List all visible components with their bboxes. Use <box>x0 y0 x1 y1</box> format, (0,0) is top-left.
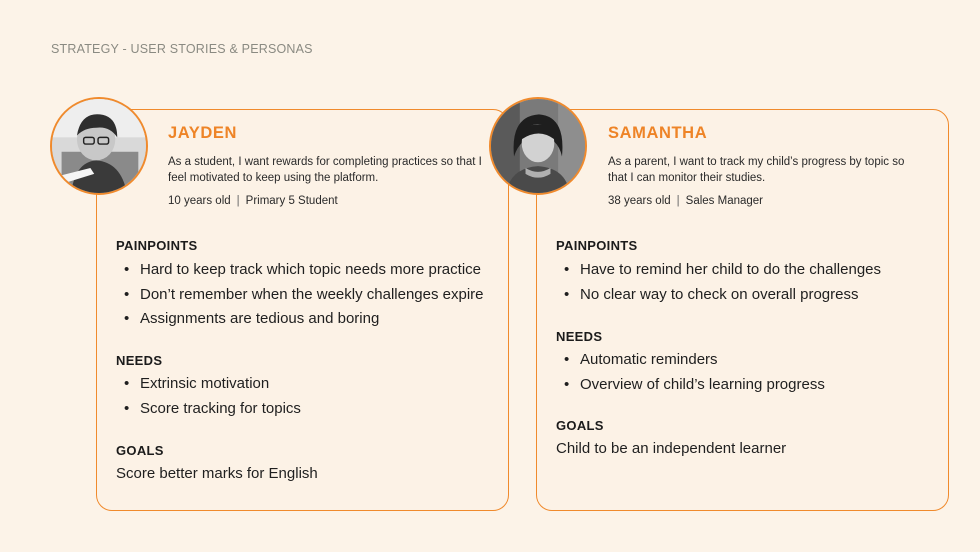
list-item: • Score tracking for topics <box>116 397 301 422</box>
avatar-samantha <box>489 97 587 195</box>
needs-heading: NEEDS <box>556 329 603 344</box>
page-title: STRATEGY - USER STORIES & PERSONAS <box>51 42 313 56</box>
list-item: • Don’t remember when the weekly challenges expire <box>116 283 484 308</box>
persona-age: 10 years old <box>168 195 231 207</box>
avatar-jayden <box>50 97 148 195</box>
persona-role: Primary 5 Student <box>245 195 338 207</box>
goals-heading: GOALS <box>116 443 164 458</box>
needs-heading: NEEDS <box>116 353 163 368</box>
goals-heading: GOALS <box>556 418 604 433</box>
list-item: • Have to remind her child to do the challenges <box>556 258 881 283</box>
user-story: As a parent, I want to track my child’s progress by topic so that I can monitor their studies. <box>608 156 905 184</box>
separator: | <box>236 195 240 207</box>
list-item: • Overview of child’s learning progress <box>556 373 825 398</box>
persona-photo-icon <box>491 99 585 193</box>
needs-list <box>556 348 825 397</box>
user-story: As a student, I want rewards for completing practices so that I feel motivated to keep using the platform. <box>168 156 482 184</box>
painpoints-heading: PAINPOINTS <box>116 238 198 253</box>
list-item: • Automatic reminders <box>556 348 825 373</box>
separator: | <box>676 195 680 207</box>
list-item: • No clear way to check on overall progress <box>556 283 881 308</box>
goals-text: Child to be an independent learner <box>556 440 787 457</box>
persona-meta <box>168 195 338 207</box>
list-item: • Hard to keep track which topic needs more practice <box>116 258 484 283</box>
list-item: • Extrinsic motivation <box>116 372 301 397</box>
persona-meta <box>608 195 763 207</box>
persona-role: Sales Manager <box>685 195 764 207</box>
painpoints-heading: PAINPOINTS <box>556 238 638 253</box>
persona-photo-icon <box>52 99 146 193</box>
painpoints-list <box>116 258 484 332</box>
persona-age: 38 years old <box>608 195 671 207</box>
list-item: • Assignments are tedious and boring <box>116 307 484 332</box>
persona-name: JAYDEN <box>168 124 238 142</box>
persona-name: SAMANTHA <box>608 124 708 142</box>
needs-list <box>116 372 301 421</box>
painpoints-list <box>556 258 881 307</box>
goals-text: Score better marks for English <box>116 465 318 482</box>
